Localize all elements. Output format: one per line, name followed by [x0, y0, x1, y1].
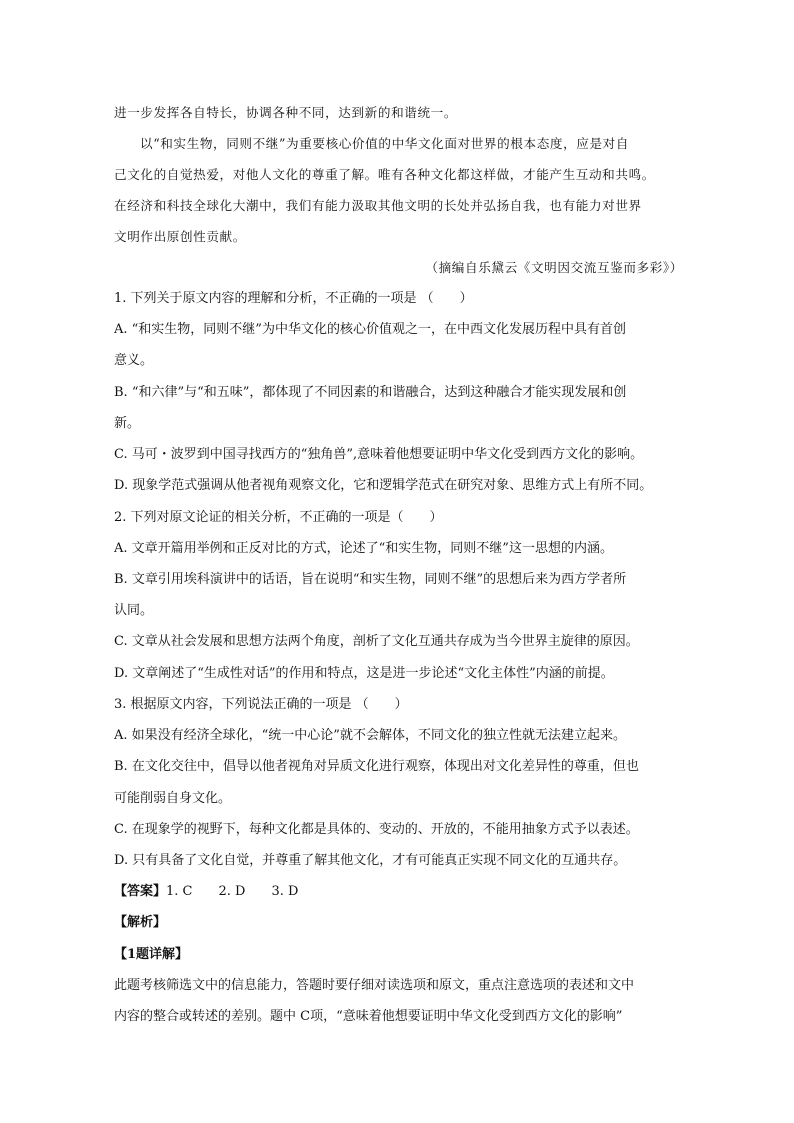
- analysis-label: 【解析】: [114, 915, 167, 930]
- question-2-option-c: C. 文章从社会发展和思想方法两个角度，剖析了文化互通共存成为当今世界主旋律的原因。: [114, 634, 639, 649]
- question-3-option-a: A. 如果没有经济全球化，“统一中心论”就不会解体，不同文化的独立性就无法建立起来。: [114, 728, 626, 743]
- question-2-option-a: A. 文章开篇用举例和正反对比的方式，论述了“和实生物，同则不继”这一思想的内涵。: [114, 541, 613, 556]
- analysis-text: 内容的整合或转述的差别。题中 C项，“意味着他想要证明中华文化受到西方文化的影响”: [114, 1009, 623, 1024]
- passage-source: （摘编自乐黛云《文明因交流互鉴而多彩》）: [425, 260, 683, 275]
- passage-line: 在经济和科技全球化大潮中，我们有能力汲取其他文明的长处并弘扬自我，也有能力对世界: [114, 198, 642, 213]
- question-1-analysis-label: 【1题详解】: [114, 947, 189, 962]
- question-3-option-b-cont: 可能削弱自身文化。: [114, 791, 232, 806]
- answer-label: 【答案】: [114, 884, 167, 899]
- question-1-option-d: D. 现象学范式强调从他者视角观察文化，它和逻辑学范式在研究对象、思维方式上有所不同。: [114, 478, 653, 493]
- analysis-text: 此题考核筛选文中的信息能力，答题时要仔细对读选项和原文，重点注意选项的表述和文中: [114, 978, 635, 993]
- question-1-option-b-cont: 新。: [114, 416, 141, 431]
- passage-line: 进一步发挥各自特长，协调各种不同，达到新的和谐统一。: [114, 105, 458, 120]
- answer-line: [114, 882, 684, 902]
- question-3-option-d: D. 只有具备了文化自觉，并尊重了解其他文化，才有可能真正实现不同文化的互通共存。: [114, 853, 627, 868]
- question-1-option-a-cont: 意义。: [114, 353, 154, 368]
- question-3-option-b: B. 在文化交往中，倡导以他者视角对异质文化进行观察，体现出对文化差异性的尊重，但也: [114, 759, 639, 774]
- passage-line: 以“和实生物，同则不继”为重要核心价值的中华文化面对世界的根本态度，应是对自: [140, 136, 630, 151]
- question-3-stem: 3. 根据原文内容，下列说法正确的一项是 （ ）: [114, 697, 408, 712]
- question-1-option-b: B. “和六律”与“和五味”，都体现了不同因素的和谐融合，达到这种融合才能实现发展和创: [114, 385, 627, 400]
- question-1-option-a: A. “和实生物，同则不继”为中华文化的核心价值观之一，在中西文化发展历程中具有首创: [114, 322, 626, 337]
- question-2-option-d: D. 文章阐述了“生成性对话”的作用和特点，这是进一步论述“文化主体性”内涵的前提。: [114, 666, 614, 681]
- passage-line: 文明作出原创性贡献。: [114, 229, 246, 244]
- question-2-option-b: B. 文章引用埃科演讲中的话语，旨在说明“和实生物，同则不继”的思想后来为西方学者所: [114, 572, 627, 587]
- question-2-stem: 2. 下列对原文论证的相关分析，不正确的一项是（ ）: [114, 510, 443, 525]
- answer-values: 1. C 2. D 3. D: [166, 884, 299, 899]
- question-3-option-c: C. 在现象学的视野下，每种文化都是具体的、变动的、开放的，不能用抽象方式予以表述。: [114, 822, 639, 837]
- question-2-option-b-cont: 认同。: [114, 603, 154, 618]
- question-1-stem: 1. 下列关于原文内容的理解和分析，不正确的一项是 （ ）: [114, 291, 473, 306]
- passage-line: 己文化的自觉热爱，对他人文化的尊重了解。唯有各种文化都这样做，才能产生互动和共鸣。: [114, 167, 655, 182]
- question-1-option-c: C. 马可・波罗到中国寻找西方的“独角兽”,意味着他想要证明中华文化受到西方文化的影响。: [114, 447, 644, 462]
